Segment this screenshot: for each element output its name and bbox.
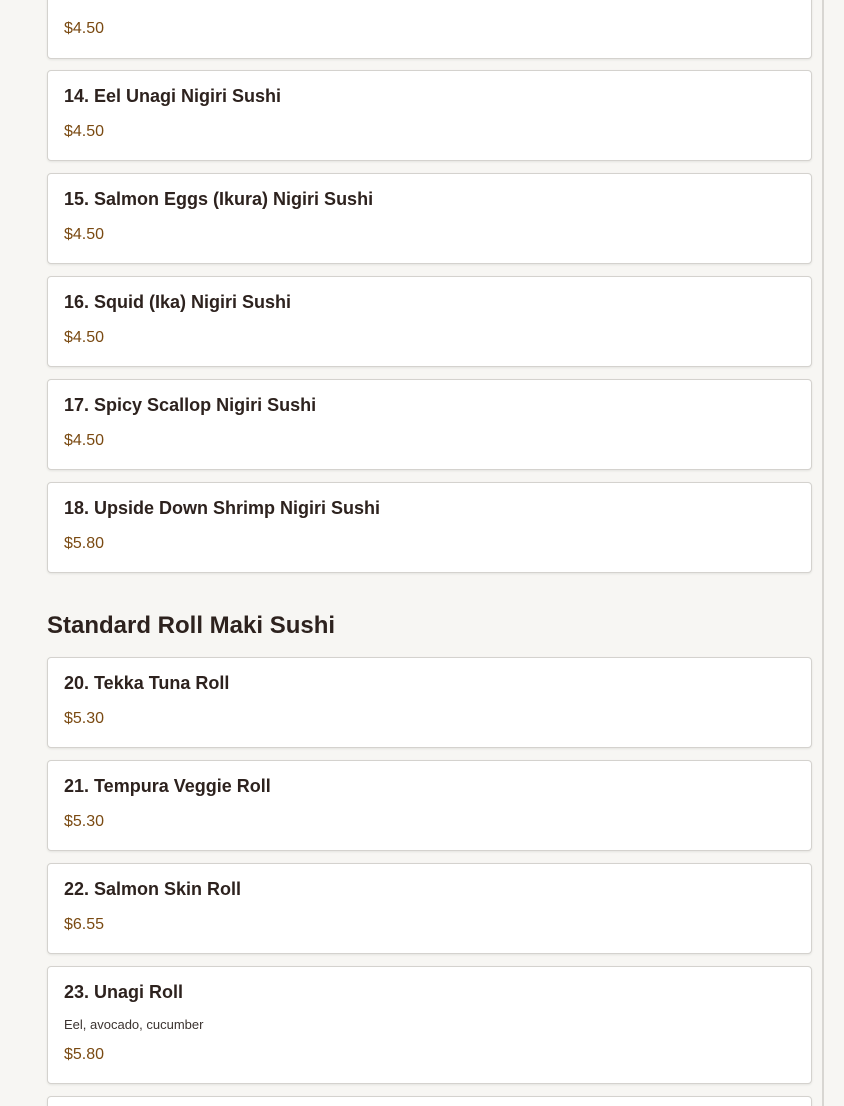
menu-item-price: $4.50 bbox=[64, 329, 105, 346]
scroll-divider bbox=[822, 0, 824, 1106]
menu-item-card[interactable] bbox=[47, 276, 812, 367]
menu-item-name: 23. Unagi Roll bbox=[64, 982, 184, 1002]
menu-item-name: 18. Upside Down Shrimp Nigiri Sushi bbox=[64, 498, 381, 518]
menu-item-price: $6.55 bbox=[64, 916, 105, 933]
menu-item-name: 15. Salmon Eggs (Ikura) Nigiri Sushi bbox=[64, 189, 374, 209]
menu-item-card[interactable] bbox=[47, 966, 812, 1084]
menu-item-price: $4.50 bbox=[64, 20, 105, 37]
menu-item-price: $4.50 bbox=[64, 432, 105, 449]
menu-item-name: 21. Tempura Veggie Roll bbox=[64, 776, 271, 796]
menu-item-card[interactable] bbox=[47, 863, 812, 954]
menu-item-card[interactable] bbox=[47, 70, 812, 161]
menu-item-card[interactable] bbox=[47, 657, 812, 748]
menu-item-card[interactable] bbox=[47, 379, 812, 470]
menu-item-name: 22. Salmon Skin Roll bbox=[64, 879, 242, 899]
menu-item-name: 14. Eel Unagi Nigiri Sushi bbox=[64, 86, 282, 106]
menu-item-description: Eel, avocado, cucumber bbox=[64, 1017, 204, 1032]
menu-item-card[interactable] bbox=[47, 482, 812, 573]
menu-item-card[interactable] bbox=[47, 1096, 812, 1106]
menu-item-name: 16. Squid (Ika) Nigiri Sushi bbox=[64, 292, 292, 312]
menu-item-price: $5.80 bbox=[64, 1046, 105, 1063]
menu-item-price: $5.30 bbox=[64, 813, 105, 830]
menu-item-price: $5.80 bbox=[64, 535, 105, 552]
menu-item-name: 17. Spicy Scallop Nigiri Sushi bbox=[64, 395, 317, 415]
menu-item-price: $4.50 bbox=[64, 226, 105, 243]
menu-item-name: 20. Tekka Tuna Roll bbox=[64, 673, 230, 693]
menu-item-price: $4.50 bbox=[64, 123, 105, 140]
section-heading: Standard Roll Maki Sushi bbox=[47, 612, 336, 639]
menu-item-card[interactable] bbox=[47, 760, 812, 851]
menu-item-card[interactable] bbox=[47, 173, 812, 264]
menu-item-card[interactable] bbox=[47, 0, 812, 59]
menu-item-price: $5.30 bbox=[64, 710, 105, 727]
